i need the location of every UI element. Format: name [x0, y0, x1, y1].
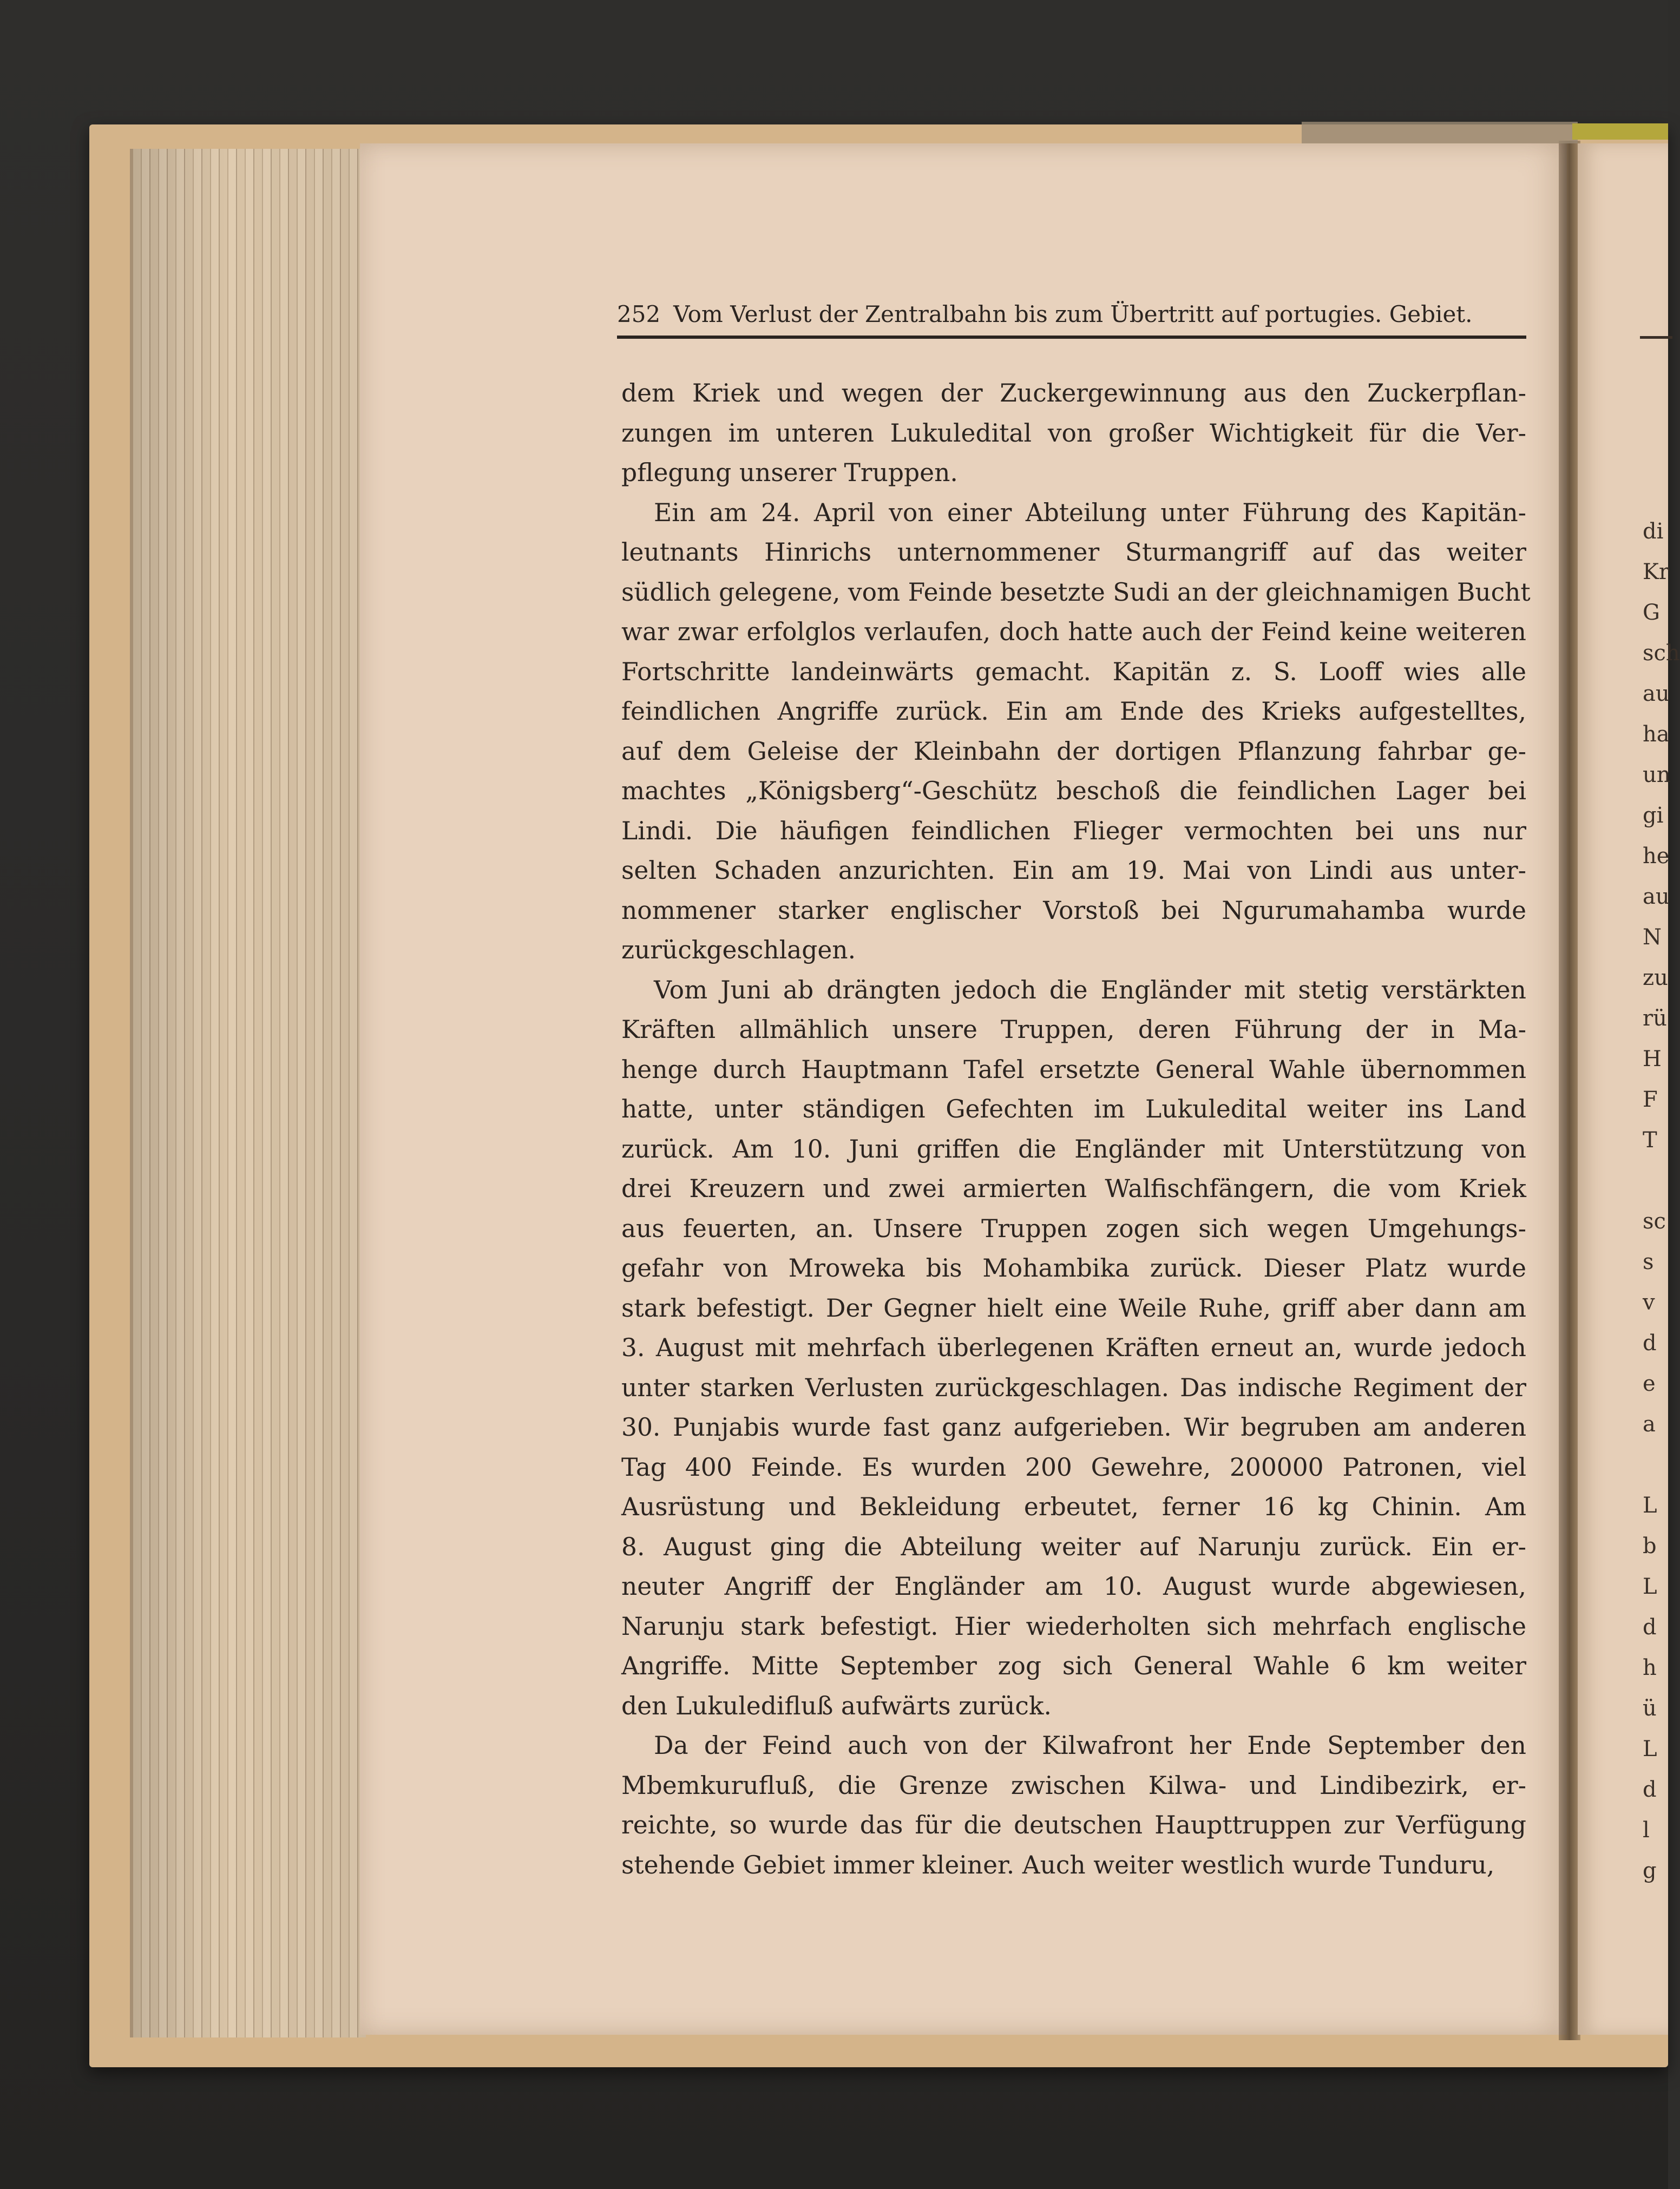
text-line: Narunju stark befestigt. Hier wiederholten sich mehrfach englische [621, 1612, 1526, 1641]
text-line: unter starken Verlusten zurückgeschlagen. Das indische Regiment der [621, 1373, 1526, 1402]
text-line: stehende Gebiet immer kleiner. Auch weiter westlich wurde Tunduru, [621, 1850, 1495, 1879]
facing-line-fragment: H [1643, 1047, 1662, 1072]
facing-line-fragment: L [1643, 1574, 1657, 1599]
facing-line-fragment: ü [1643, 1696, 1657, 1721]
facing-line-fragment: g [1643, 1858, 1657, 1883]
text-line: Lindi. Die häufigen feindlichen Flieger vermochten bei uns nur [621, 816, 1526, 845]
facing-line-fragment: rü [1643, 1006, 1667, 1031]
spine-label-edge [1572, 123, 1668, 140]
facing-line-fragment: un [1643, 762, 1671, 787]
text-line: Mbemkurufluß, die Grenze zwischen Kilwa- und Lindibezirk, er- [621, 1771, 1526, 1800]
text-line: zurück. Am 10. Juni griffen die Engländer mit Unterstützung von [621, 1134, 1526, 1163]
running-head-title: Vom Verlust der Zentralbahn bis zum Übertritt auf portugies. Gebiet. [673, 301, 1473, 327]
facing-line-fragment [1643, 1445, 1680, 1485]
text-line: 3. August mit mehrfach überlegenen Kräften erneut an, wurde jedoch [621, 1333, 1526, 1362]
text-line: dem Kriek und wegen der Zuckergewinnung aus den Zuckerpflan- [621, 379, 1526, 407]
header-rule [617, 336, 1526, 339]
facing-line-fragment: sch [1643, 641, 1680, 666]
text-line: hatte, unter ständigen Gefechten im Lukuledital weiter ins Land [621, 1095, 1526, 1123]
spine-label [1302, 122, 1578, 143]
text-line: zungen im unteren Lukuledital von großer Wichtigkeit für die Ver- [621, 418, 1526, 448]
facing-line-fragment: di [1643, 519, 1664, 544]
facing-page [1578, 143, 1680, 2035]
facing-line-fragment: T [1643, 1128, 1657, 1153]
text-line: südlich gelegene, vom Feinde besetzte Sudi an der gleichnamigen Bucht [621, 577, 1531, 607]
body-text [621, 373, 1531, 1885]
facing-line-fragment: e [1643, 1371, 1656, 1396]
text-line: stark befestigt. Der Gegner hielt eine Weile Ruhe, griff aber dann am [621, 1293, 1526, 1323]
text-line: Angriffe. Mitte September zog sich General Wahle 6 km weiter [621, 1652, 1526, 1680]
text-line: selten Schaden anzurichten. Ein am 19. Mai von Lindi aus unter- [621, 856, 1526, 885]
text-line: leutnants Hinrichs unternommener Sturmangriff auf das weiter [621, 538, 1526, 567]
page-edges [130, 149, 366, 2037]
text-line: zurückgeschlagen. [621, 936, 856, 964]
text-line: pflegung unserer Truppen. [621, 458, 958, 487]
page-number: 252 [617, 301, 661, 327]
facing-line-fragment: zu [1643, 965, 1668, 990]
text-line: auf dem Geleise der Kleinbahn der dortigen Pflanzung fahrbar ge- [621, 737, 1526, 766]
facing-line-fragment: F [1643, 1087, 1658, 1112]
facing-line-fragment: s [1643, 1250, 1654, 1274]
facing-line-fragment: b [1643, 1534, 1657, 1559]
text-line: feindlichen Angriffe zurück. Ein am Ende des Krieks aufgestelltes, [621, 697, 1526, 726]
gutter-shadow [1559, 141, 1580, 2040]
facing-line-fragment: ha [1643, 722, 1670, 747]
running-head [617, 301, 1518, 327]
text-line: Fortschritte landeinwärts gemacht. Kapitän z. S. Looff wies alle [621, 657, 1526, 686]
text-line: henge durch Hauptmann Tafel ersetzte General Wahle übernommen [621, 1055, 1526, 1084]
text-line: nommener starker englischer Vorstoß bei Ngurumahamba wurde [621, 896, 1526, 925]
facing-line-fragment: G [1643, 600, 1660, 625]
text-line: Vom Juni ab drängten jedoch die Engländer mit stetig verstärkten [654, 975, 1526, 1004]
text-line: 30. Punjabis wurde fast ganz aufgerieben. Wir begruben am anderen [621, 1413, 1526, 1442]
facing-line-fragment: L [1643, 1737, 1657, 1761]
text-line: 8. August ging die Abteilung weiter auf Narunju zurück. Ein er- [621, 1532, 1526, 1561]
text-line: Kräften allmählich unsere Truppen, deren Führung der in Ma- [621, 1015, 1526, 1044]
text-line: neuter Angriff der Engländer am 10. August wurde abgewiesen, [621, 1572, 1526, 1601]
facing-line-fragment: N [1643, 925, 1662, 950]
text-line: machtes „Königsberg“-Geschütz beschoß die feindlichen Lager bei [621, 777, 1526, 805]
facing-line-fragment: d [1643, 1331, 1657, 1356]
facing-line-fragment: gi [1643, 803, 1664, 828]
facing-line-fragment: h [1643, 1655, 1657, 1680]
facing-line-fragment: au [1643, 884, 1670, 909]
facing-line-fragment: d [1643, 1615, 1657, 1640]
text-line: Da der Feind auch von der Kilwafront her Ende September den [654, 1731, 1526, 1760]
text-line: war zwar erfolglos verlaufen, doch hatte auch der Feind keine weiteren [621, 617, 1526, 646]
facing-page-fragments [1643, 511, 1680, 1891]
text-line: gefahr von Mroweka bis Mohambika zurück. Dieser Platz wurde [621, 1254, 1526, 1283]
facing-line-fragment: a [1643, 1412, 1656, 1437]
facing-line-fragment: v [1643, 1290, 1655, 1315]
text-line: Ein am 24. April von einer Abteilung unter Führung des Kapitän- [654, 498, 1526, 527]
facing-line-fragment: l [1643, 1818, 1650, 1843]
facing-line-fragment [1643, 1161, 1680, 1201]
text-line: reichte, so wurde das für die deutschen Haupttruppen zur Verfügung [621, 1811, 1526, 1839]
page-edges-shade [133, 149, 366, 2037]
facing-line-fragment: Kr [1643, 560, 1670, 584]
text-line: Ausrüstung und Bekleidung erbeutet, ferner 16 kg Chinin. Am [621, 1493, 1526, 1521]
facing-line-fragment: d [1643, 1777, 1657, 1802]
text-line: Tag 400 Feinde. Es wurden 200 Gewehre, 200000 Patronen, viel [621, 1452, 1526, 1482]
facing-header-rule [1640, 336, 1672, 339]
facing-line-fragment: sc [1643, 1209, 1666, 1234]
facing-line-fragment: au [1643, 681, 1670, 706]
text-line: den Lukuledifluß aufwärts zurück. [621, 1691, 1052, 1720]
facing-line-fragment: L [1643, 1493, 1657, 1518]
facing-line-fragment: he [1643, 844, 1670, 869]
text-line: drei Kreuzern und zwei armierten Walfischfängern, die vom Kriek [621, 1174, 1526, 1203]
text-line: aus feuerten, an. Unsere Truppen zogen sich wegen Umgehungs- [621, 1214, 1526, 1243]
